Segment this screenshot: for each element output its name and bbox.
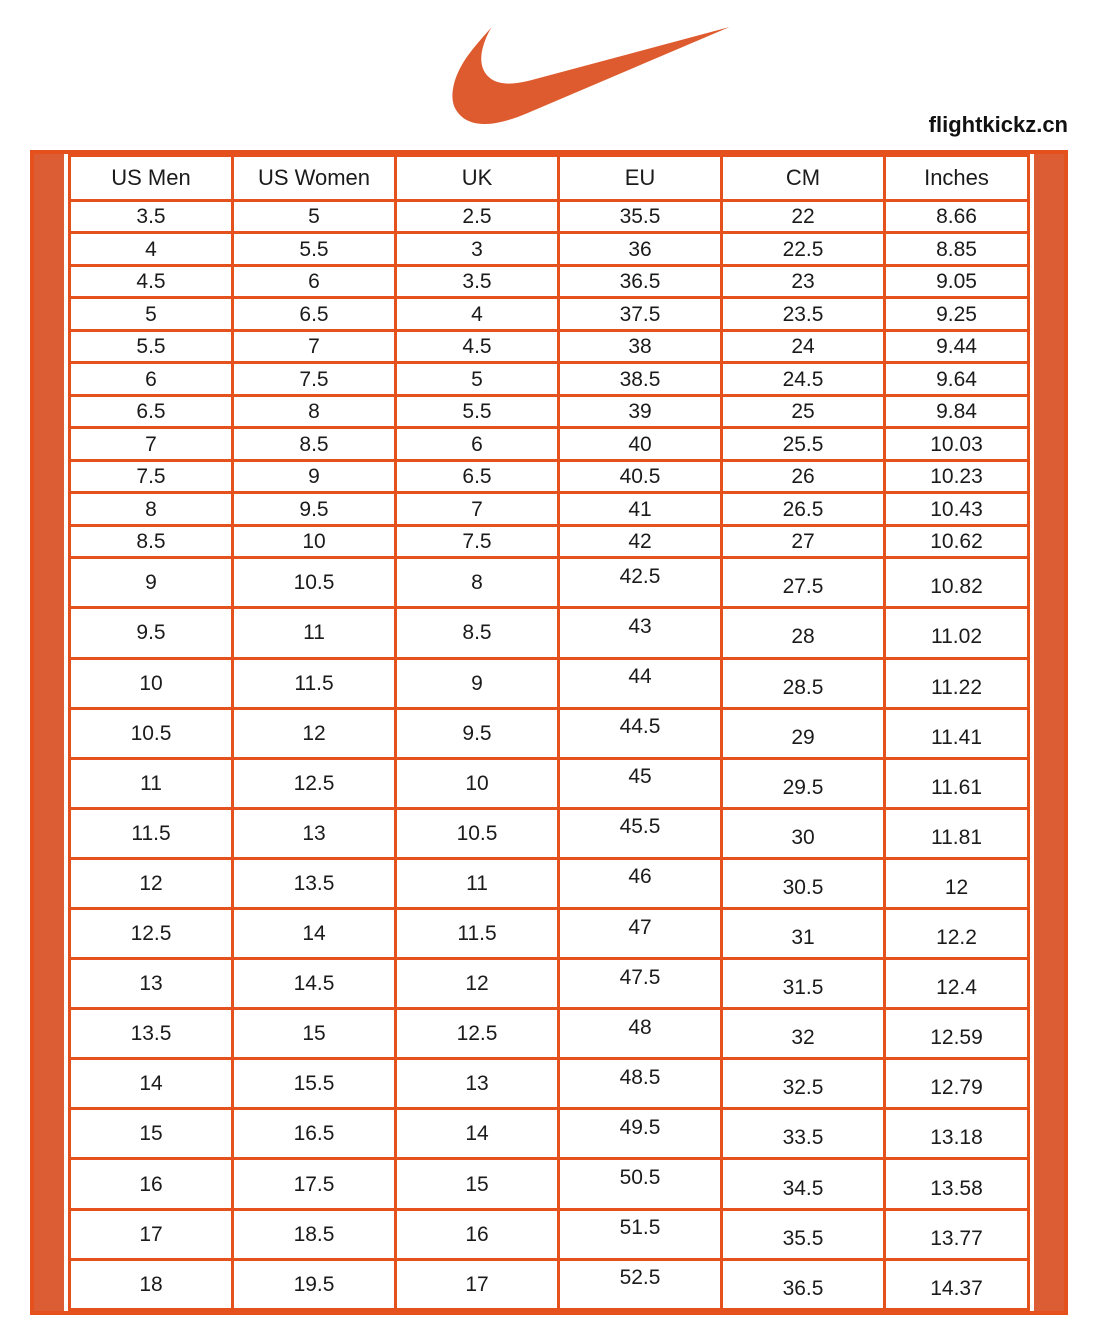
size-cell: 6 xyxy=(70,363,233,395)
size-cell: 14 xyxy=(70,1059,233,1109)
size-cell: 10.5 xyxy=(233,558,396,608)
size-cell: 11 xyxy=(233,608,396,658)
size-cell: 10 xyxy=(396,758,559,808)
size-cell: 8.66 xyxy=(885,201,1029,233)
size-cell: 25.5 xyxy=(722,428,885,460)
table-row xyxy=(70,460,1029,492)
nike-swoosh-icon xyxy=(452,27,730,124)
size-cell: 5.5 xyxy=(70,330,233,362)
size-cell: 12.2 xyxy=(885,908,1029,958)
size-cell: 38.5 xyxy=(559,363,722,395)
size-cell: 8 xyxy=(233,395,396,427)
size-cell: 9 xyxy=(396,658,559,708)
table-row xyxy=(70,708,1029,758)
size-cell: 11.61 xyxy=(885,758,1029,808)
size-cell: 6 xyxy=(396,428,559,460)
size-cell: 35.5 xyxy=(559,201,722,233)
column-header-inches: Inches xyxy=(885,156,1029,201)
size-cell: 4 xyxy=(70,233,233,265)
size-cell: 10 xyxy=(70,658,233,708)
size-cell: 8.5 xyxy=(70,525,233,557)
size-cell: 27.5 xyxy=(722,558,885,608)
size-cell: 33.5 xyxy=(722,1109,885,1159)
table-row xyxy=(70,1259,1029,1309)
size-cell: 8 xyxy=(70,493,233,525)
table-row xyxy=(70,298,1029,330)
column-header-us-women: US Women xyxy=(233,156,396,201)
size-cell: 7 xyxy=(233,330,396,362)
size-cell: 3.5 xyxy=(396,265,559,297)
size-cell: 28.5 xyxy=(722,658,885,708)
size-cell: 6.5 xyxy=(70,395,233,427)
size-table-body xyxy=(70,201,1029,1310)
size-cell: 34.5 xyxy=(722,1159,885,1209)
size-cell: 41 xyxy=(559,493,722,525)
table-row xyxy=(70,558,1029,608)
size-cell: 17.5 xyxy=(233,1159,396,1209)
size-cell: 13.5 xyxy=(70,1009,233,1059)
size-cell: 23.5 xyxy=(722,298,885,330)
size-cell: 5 xyxy=(396,363,559,395)
table-row xyxy=(70,608,1029,658)
size-cell: 9.05 xyxy=(885,265,1029,297)
table-row xyxy=(70,395,1029,427)
table-row xyxy=(70,1009,1029,1059)
size-cell: 38 xyxy=(559,330,722,362)
size-cell: 11.5 xyxy=(396,908,559,958)
table-row xyxy=(70,363,1029,395)
size-cell: 13.5 xyxy=(233,858,396,908)
table-row xyxy=(70,428,1029,460)
size-cell: 18.5 xyxy=(233,1209,396,1259)
size-cell: 22 xyxy=(722,201,885,233)
size-cell: 50.5 xyxy=(559,1159,722,1209)
size-cell: 11 xyxy=(70,758,233,808)
size-cell: 7.5 xyxy=(233,363,396,395)
size-cell: 16 xyxy=(70,1159,233,1209)
size-cell: 6.5 xyxy=(396,460,559,492)
size-cell: 9.5 xyxy=(70,608,233,658)
size-cell: 43 xyxy=(559,608,722,658)
right-accent-bar xyxy=(1034,154,1064,1311)
size-cell: 9.84 xyxy=(885,395,1029,427)
size-cell: 4 xyxy=(396,298,559,330)
size-cell: 28 xyxy=(722,608,885,658)
size-cell: 10.62 xyxy=(885,525,1029,557)
size-cell: 4.5 xyxy=(70,265,233,297)
size-cell: 12.5 xyxy=(396,1009,559,1059)
size-cell: 5.5 xyxy=(396,395,559,427)
size-cell: 5 xyxy=(70,298,233,330)
size-cell: 10.5 xyxy=(70,708,233,758)
size-cell: 18 xyxy=(70,1259,233,1309)
size-cell: 16.5 xyxy=(233,1109,396,1159)
size-cell: 12.5 xyxy=(70,908,233,958)
size-cell: 4.5 xyxy=(396,330,559,362)
size-cell: 40 xyxy=(559,428,722,460)
size-cell: 10.5 xyxy=(396,808,559,858)
size-cell: 11.5 xyxy=(233,658,396,708)
column-header-us-men: US Men xyxy=(70,156,233,201)
size-cell: 8.5 xyxy=(233,428,396,460)
size-cell: 16 xyxy=(396,1209,559,1259)
table-row xyxy=(70,233,1029,265)
size-cell: 11 xyxy=(396,858,559,908)
size-cell: 9.44 xyxy=(885,330,1029,362)
table-row xyxy=(70,959,1029,1009)
size-cell: 45.5 xyxy=(559,808,722,858)
table-row xyxy=(70,265,1029,297)
size-cell: 13.77 xyxy=(885,1209,1029,1259)
size-cell: 10 xyxy=(233,525,396,557)
table-row xyxy=(70,1059,1029,1109)
size-cell: 2.5 xyxy=(396,201,559,233)
size-cell: 3.5 xyxy=(70,201,233,233)
size-cell: 36.5 xyxy=(722,1259,885,1309)
size-cell: 12.5 xyxy=(233,758,396,808)
size-cell: 35.5 xyxy=(722,1209,885,1259)
size-cell: 9.64 xyxy=(885,363,1029,395)
size-cell: 24.5 xyxy=(722,363,885,395)
size-cell: 44.5 xyxy=(559,708,722,758)
column-header-uk: UK xyxy=(396,156,559,201)
size-cell: 12 xyxy=(233,708,396,758)
size-cell: 8.5 xyxy=(396,608,559,658)
size-cell: 36.5 xyxy=(559,265,722,297)
size-cell: 13 xyxy=(70,959,233,1009)
table-row xyxy=(70,858,1029,908)
table-row xyxy=(70,330,1029,362)
size-cell: 7.5 xyxy=(396,525,559,557)
size-cell: 29 xyxy=(722,708,885,758)
size-cell: 37.5 xyxy=(559,298,722,330)
size-cell: 9.25 xyxy=(885,298,1029,330)
size-cell: 25 xyxy=(722,395,885,427)
size-cell: 8 xyxy=(396,558,559,608)
size-cell: 6 xyxy=(233,265,396,297)
size-cell: 15.5 xyxy=(233,1059,396,1109)
size-cell: 13 xyxy=(233,808,396,858)
size-conversion-table xyxy=(68,154,1030,1311)
size-cell: 44 xyxy=(559,658,722,708)
size-cell: 26.5 xyxy=(722,493,885,525)
size-cell: 12 xyxy=(70,858,233,908)
size-cell: 11.41 xyxy=(885,708,1029,758)
size-cell: 14 xyxy=(233,908,396,958)
size-cell: 10.03 xyxy=(885,428,1029,460)
table-row xyxy=(70,908,1029,958)
size-cell: 14.37 xyxy=(885,1259,1029,1309)
size-cell: 26 xyxy=(722,460,885,492)
size-chart-table xyxy=(30,150,1068,1315)
size-cell: 30.5 xyxy=(722,858,885,908)
column-header-eu: EU xyxy=(559,156,722,201)
size-cell: 42.5 xyxy=(559,558,722,608)
table-row xyxy=(70,658,1029,708)
size-cell: 10.43 xyxy=(885,493,1029,525)
table-row xyxy=(70,493,1029,525)
size-cell: 9 xyxy=(233,460,396,492)
size-cell: 10.82 xyxy=(885,558,1029,608)
size-cell: 12 xyxy=(885,858,1029,908)
site-label: flightkickz.cn xyxy=(928,112,1068,137)
table-row xyxy=(70,201,1029,233)
table-row xyxy=(70,525,1029,557)
size-cell: 36 xyxy=(559,233,722,265)
table-row xyxy=(70,1109,1029,1159)
table-row xyxy=(70,1159,1029,1209)
size-cell: 52.5 xyxy=(559,1259,722,1309)
table-row xyxy=(70,808,1029,858)
size-cell: 3 xyxy=(396,233,559,265)
size-cell: 11.81 xyxy=(885,808,1029,858)
size-cell: 12.4 xyxy=(885,959,1029,1009)
size-cell: 12 xyxy=(396,959,559,1009)
size-cell: 30 xyxy=(722,808,885,858)
column-header-cm: CM xyxy=(722,156,885,201)
size-cell: 19.5 xyxy=(233,1259,396,1309)
size-cell: 7 xyxy=(70,428,233,460)
size-cell: 27 xyxy=(722,525,885,557)
size-cell: 32.5 xyxy=(722,1059,885,1109)
size-cell: 12.79 xyxy=(885,1059,1029,1109)
size-cell: 47 xyxy=(559,908,722,958)
size-cell: 23 xyxy=(722,265,885,297)
size-cell: 46 xyxy=(559,858,722,908)
size-cell: 51.5 xyxy=(559,1209,722,1259)
size-cell: 13.18 xyxy=(885,1109,1029,1159)
size-cell: 15 xyxy=(396,1159,559,1209)
size-cell: 5.5 xyxy=(233,233,396,265)
size-cell: 5 xyxy=(233,201,396,233)
size-cell: 7.5 xyxy=(70,460,233,492)
left-accent-bar xyxy=(34,154,64,1311)
size-cell: 42 xyxy=(559,525,722,557)
size-cell: 32 xyxy=(722,1009,885,1059)
size-cell: 11.02 xyxy=(885,608,1029,658)
size-cell: 9.5 xyxy=(233,493,396,525)
size-cell: 13 xyxy=(396,1059,559,1109)
size-cell: 13.58 xyxy=(885,1159,1029,1209)
size-table-head-row xyxy=(70,156,1029,201)
size-cell: 48 xyxy=(559,1009,722,1059)
size-cell: 29.5 xyxy=(722,758,885,808)
table-row xyxy=(70,758,1029,808)
size-cell: 17 xyxy=(70,1209,233,1259)
size-cell: 47.5 xyxy=(559,959,722,1009)
size-cell: 17 xyxy=(396,1259,559,1309)
size-cell: 15 xyxy=(70,1109,233,1159)
size-cell: 14 xyxy=(396,1109,559,1159)
size-cell: 24 xyxy=(722,330,885,362)
size-cell: 49.5 xyxy=(559,1109,722,1159)
size-cell: 12.59 xyxy=(885,1009,1029,1059)
size-cell: 40.5 xyxy=(559,460,722,492)
size-cell: 9 xyxy=(70,558,233,608)
size-cell: 8.85 xyxy=(885,233,1029,265)
size-cell: 14.5 xyxy=(233,959,396,1009)
size-cell: 45 xyxy=(559,758,722,808)
size-cell: 11.5 xyxy=(70,808,233,858)
size-cell: 11.22 xyxy=(885,658,1029,708)
size-cell: 31.5 xyxy=(722,959,885,1009)
size-cell: 22.5 xyxy=(722,233,885,265)
size-cell: 6.5 xyxy=(233,298,396,330)
size-cell: 15 xyxy=(233,1009,396,1059)
table-row xyxy=(70,1209,1029,1259)
size-cell: 31 xyxy=(722,908,885,958)
size-cell: 10.23 xyxy=(885,460,1029,492)
size-cell: 7 xyxy=(396,493,559,525)
size-cell: 39 xyxy=(559,395,722,427)
size-cell: 48.5 xyxy=(559,1059,722,1109)
size-cell: 9.5 xyxy=(396,708,559,758)
